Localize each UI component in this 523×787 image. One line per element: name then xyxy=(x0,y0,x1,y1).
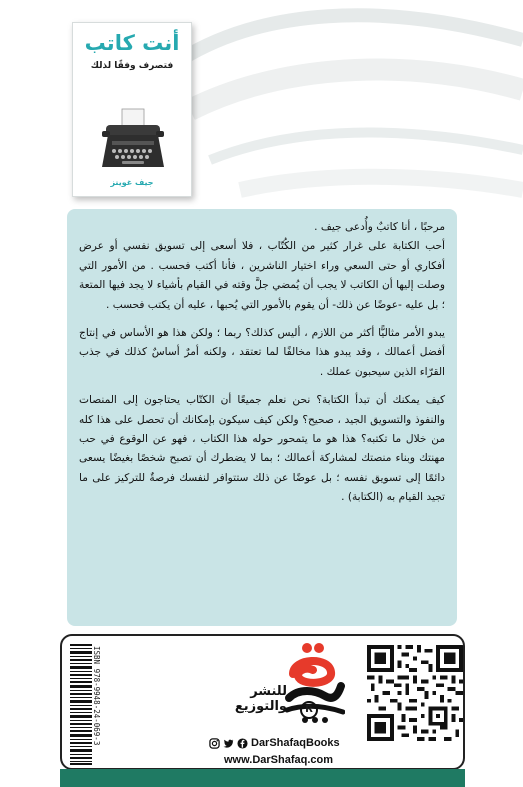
twitter-icon[interactable] xyxy=(223,738,234,749)
blurb-paragraph: أحب الكتابة على غرار كثير من الكُتّاب ، فلا أسعى إلى تسويق نفسي أو عرض أفكاري أو حتى السعي وراء اختيار الناشرين ، فأنا أكتب فحسب . من الأمور التي وصلت إليها أن الكاتب لا يجب أن يُمضي جلَّ وقته في القيام بأشياء لا يجد فيها المتعة ؛ بل عليه -عوضًا عن ذلك- أن يقوم بالأمور التي يُحبها ، عليه أن يكتب فحسب . xyxy=(79,240,445,311)
cover-subtitle: فتصرف وفقًا لذلك xyxy=(90,61,174,71)
cover-author: جيف غوينز xyxy=(110,178,154,187)
isbn-number: ISBN 978-9948-24-069-3 xyxy=(92,646,101,746)
blurb-paragraph: كيف يمكنك أن تبدأ الكتابة؟ نحن نعلم جميعًا أن الكتّاب يحتاجون إلى المنصات والنفوذ والتسويق الجيد ، صحيح؟ ولكن كيف سيكون بإمكانك أن تحصل على هذا كله من خلال ما تكتبه؟ هذا هو ما يتمحور حوله هذا الكتاب ، فهو عن الوقوع في حب مهنتك وبناء منصتك لمشاركة أعمالك ؛ بما لا يضطرك أن تصبح شخصًا بغيضًا يسعى دائمًا إلى تسويق نفسه ؛ بل عوضًا عن ذلك ستتوافر لنفسك فرصةٌ للتركيز على ما تجيد القيام به (الكتابة) . xyxy=(79,394,445,504)
registered-mark: R xyxy=(300,701,318,719)
cover-title: أنت كاتب xyxy=(84,31,180,55)
book-cover-thumbnail xyxy=(72,22,192,197)
isbn-barcode xyxy=(70,642,100,768)
publisher-name: للنشر والتوزيع xyxy=(234,684,287,714)
website-link[interactable]: www.DarShafaq.com xyxy=(224,754,334,766)
instagram-icon[interactable] xyxy=(209,738,220,749)
facebook-icon[interactable] xyxy=(237,738,248,749)
blurb-panel xyxy=(67,209,457,626)
barcode-icon xyxy=(70,642,92,766)
qr-code-icon[interactable] xyxy=(367,645,463,741)
blurb-paragraph: يبدو الأمر مثاليًّا أكثر من اللازم ، أليس كذلك؟ ربما ؛ ولكن هذا هو الأساس في إنتاج أفضل أعمالك ، وقد يبدو هذا مخالفًا لما تعتقد ، ولكنه أمرٌ أساسٌ كذلك في جذب القرّاء الذين سيحبون عملك . xyxy=(79,327,445,378)
social-links xyxy=(209,736,340,750)
publisher-card xyxy=(60,634,465,770)
social-handle[interactable]: DarShafaqBooks xyxy=(251,737,340,749)
typewriter-icon xyxy=(100,107,166,171)
bottom-color-bar xyxy=(60,769,465,787)
publisher-logo xyxy=(197,640,367,728)
blurb-greeting: مرحبًا ، أنا كاتبٌ وأُدعى جيف . xyxy=(314,221,445,233)
